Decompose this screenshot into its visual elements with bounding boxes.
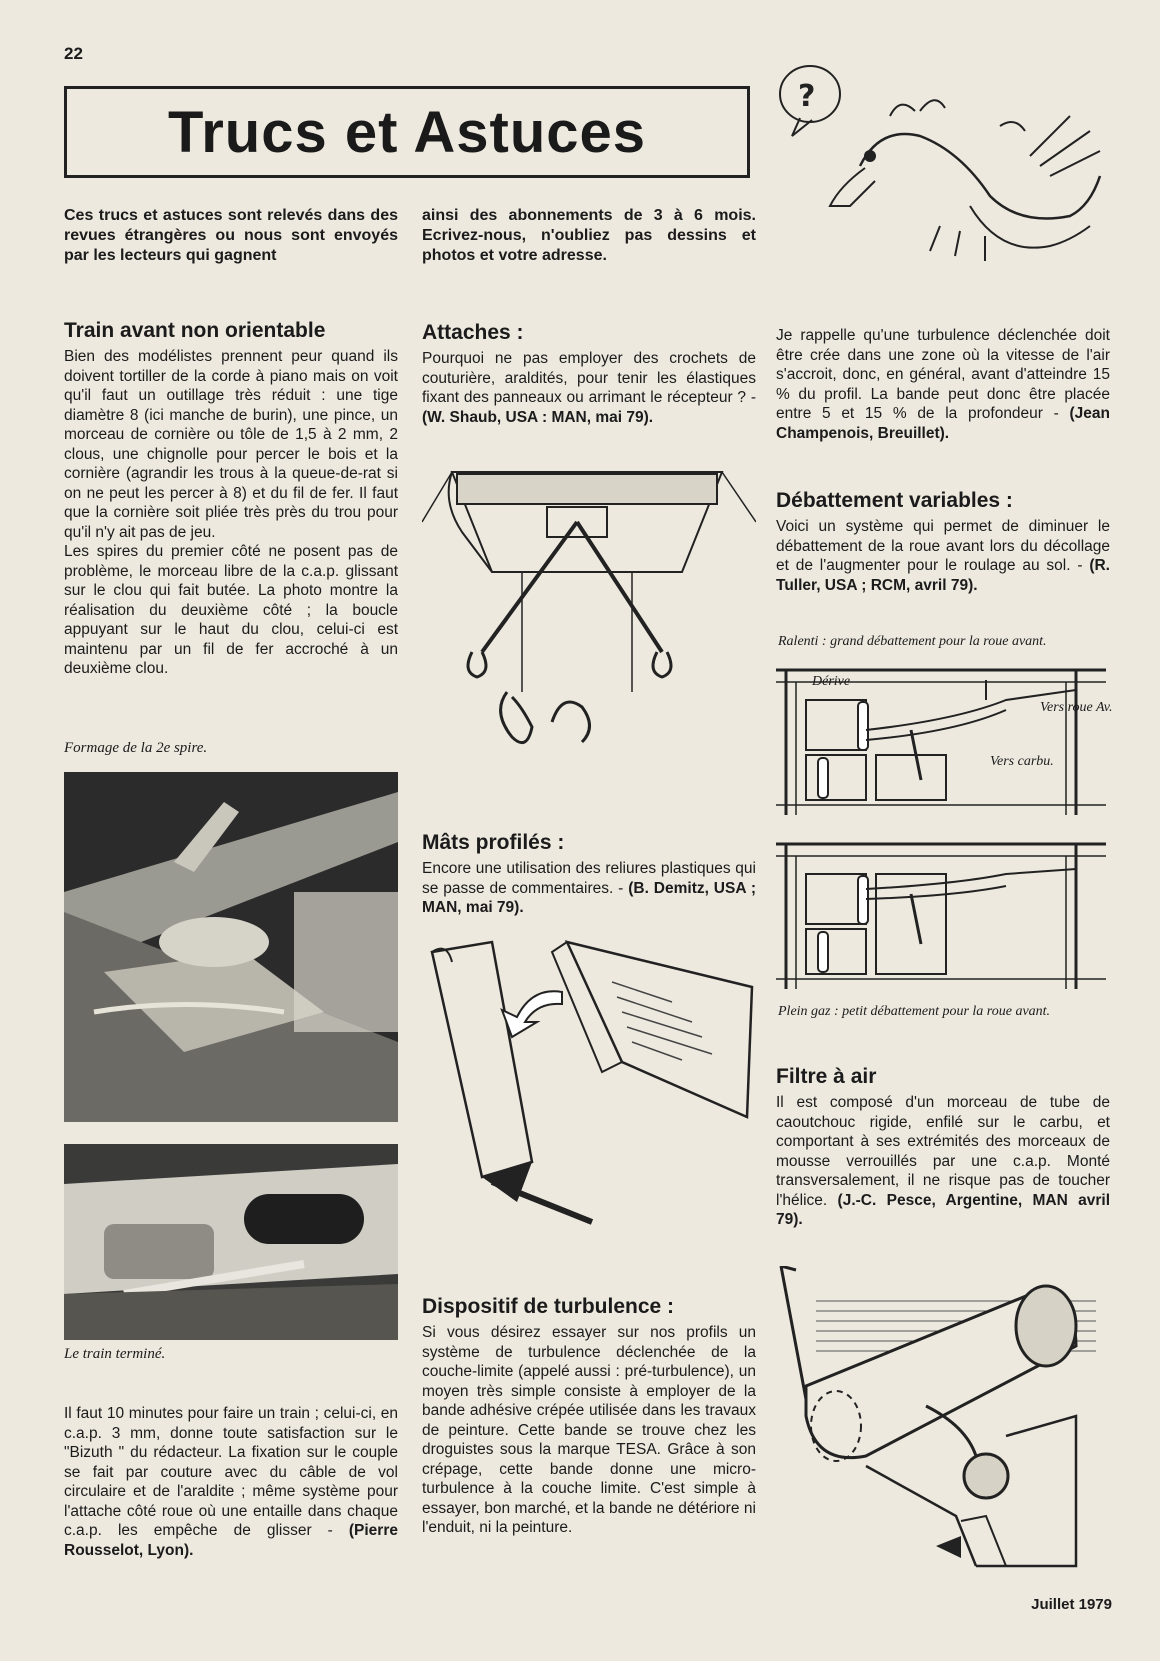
turbulence-cite: (Jean Champenois, Breuillet). [776, 405, 1110, 442]
attaches-drawing [422, 462, 756, 762]
mats-text [422, 859, 756, 918]
debattement-text [776, 517, 1110, 595]
page-number: 22 [64, 44, 83, 63]
footer-date: Juillet 1979 [1031, 1596, 1112, 1613]
heading-debattement: Débattement variables : [776, 489, 1013, 512]
train-avant-cite: (Pierre Rousselot, Lyon). [64, 1522, 398, 1559]
heading-turbulence: Dispositif de turbulence : [422, 1295, 675, 1318]
heading-attaches: Attaches : [422, 321, 524, 344]
article-attaches [422, 320, 756, 427]
photo-formage-spire [64, 772, 398, 1122]
heading-filtre: Filtre à air [776, 1065, 877, 1088]
train-avant-p1: Bien des modélistes prennent peur quand ils doivent tortiller de la corde à piano mais on voit qu'il faut un outillage très réduit : une tige diamètre 8 (ici manche de burin), une pince, un morceau de cornière ou tôle de 1,5 à 2 mm, 2 clous, une chignolle pour percer le bois et la cornière (agrandir les trous à la queue-de-rat si on ne peut les percer à 8) et du fil de fer. Il faut que la cornière soit pliée très près du trou pour qu'il n'y ait pas de jeu. [64, 348, 398, 541]
train-avant-p3 [64, 1404, 398, 1560]
caption-ralenti: Ralenti : grand débattement pour la roue avant. [778, 634, 1047, 649]
label-vers-carbu: Vers carbu. [990, 754, 1054, 769]
attaches-body: Pourquoi ne pas employer des crochets de couturière, araldités, pour tenir les élastiques fixant des panneaux ou arrimant le récepteur ? - [422, 350, 756, 406]
train-avant-p2: Les spires du premier côté ne posent pas de problème, le morceau libre de la c.a.p. glissant sur le clou qui fait butée. La photo montre la réalisation du deuxième côté ; la boucle appuyant sur le haut du clou, celui-ci est maintenu par un fil de fer accroché à un deuxième clou. [64, 543, 398, 677]
article-mats [422, 830, 756, 918]
article-debattement [776, 488, 1110, 595]
caption-train-termine: Le train terminé. [64, 1346, 166, 1362]
article-train-avant-suite [64, 1404, 398, 1560]
debattement-diagram-plein-gaz [776, 834, 1136, 994]
article-turbulence [422, 1294, 756, 1538]
turbulence-cont-body: Je rappelle qu'une turbulence déclenchée doit être crée dans une zone où la vitesse de l'air s'accroit, donc, en général, avant d'atteindre 15 % du profil. La bande peut donc être placée entre 5 et 15 % de la profondeur - [776, 327, 1110, 422]
mats-drawing [422, 932, 756, 1232]
attaches-text [422, 349, 756, 427]
heading-mats: Mâts profilés : [422, 831, 565, 854]
article-train-avant [64, 318, 398, 679]
intro-right: ainsi des abonnements de 3 à 6 mois. Ecrivez-nous, n'oubliez pas dessins et photos et votre adresse. [422, 207, 756, 264]
filtre-drawing [776, 1266, 1116, 1586]
article-filtre [776, 1064, 1110, 1230]
svg-text:?: ? [798, 79, 816, 114]
label-vers-roue: Vers roue Av. [1040, 700, 1113, 715]
article-turbulence-suite [776, 326, 1110, 443]
title-box [64, 86, 750, 178]
photo-train-termine [64, 1144, 398, 1340]
heading-train-avant: Train avant non orientable [64, 319, 326, 342]
debattement-cite: (R. Tuller, USA ; RCM, avril 79). [776, 557, 1110, 594]
filtre-text [776, 1093, 1110, 1230]
bird-cartoon-illustration [770, 56, 1120, 276]
filtre-cite: (J.-C. Pesce, Argentine, MAN avril 79). [776, 1191, 1111, 1228]
train-avant-p3-text: Il faut 10 minutes pour faire un train ; celui-ci, en c.a.p. 3 mm, donne toute satisfaction sur le "Bizuth " du rédacteur. La fixation sur le couple se fait par couture avec du câble de vol circulaire et de l'araldite ; même système pour l'attache côté roue où une entaille dans chaque c.a.p. les empêche de glisser - [64, 1405, 398, 1539]
caption-plein-gaz: Plein gaz : petit débattement pour la roue avant. [778, 1004, 1051, 1019]
filtre-body: Il est composé d'un morceau de tube de caoutchouc rigide, enfilé sur le carbu, et comportant à ses extrémités des morceaux de mousse verrouillés par une c.a.p. Monté transversalement, il ne risque pas de toucher l'hélice. [776, 1094, 1110, 1209]
label-derive: Dérive [812, 674, 851, 689]
intro-left: Ces trucs et astuces sont relevés dans des revues étrangères ou nous sont envoyés par les lecteurs qui gagnent [64, 207, 398, 264]
mats-cite: (B. Demitz, USA ; MAN, mai 79). [422, 879, 756, 916]
turbulence-text: Si vous désirez essayer sur nos profils un système de turbulence déclenchée de la couche-limite (appelé aussi : pré-turbulence), un moyen très simple consiste à employer de la bande adhésive crépée utilisée dans les travaux de peinture. Cette bande se trouve chez les droguistes sous la marque TESA. Grâce à son crépage, cette bande donne une micro-turbulence à la couche limite. C'est simple à essayer, bon marché, et la bande ne détériore ni l'enduit, ni la peinture. [422, 1324, 756, 1536]
attaches-cite: (W. Shaub, USA : MAN, mai 79). [422, 408, 654, 426]
page-title: Trucs et Astuces [167, 99, 647, 165]
caption-formage: Formage de la 2e spire. [64, 740, 208, 756]
mats-body: Encore une utilisation des reliures plastiques qui se passe de commentaires. - [422, 860, 756, 897]
turbulence-cont [776, 326, 1110, 443]
debattement-body: Voici un système qui permet de diminuer le débattement de la roue avant lors du décollage et de l'augmenter pour le roulage au sol. - [776, 518, 1110, 574]
